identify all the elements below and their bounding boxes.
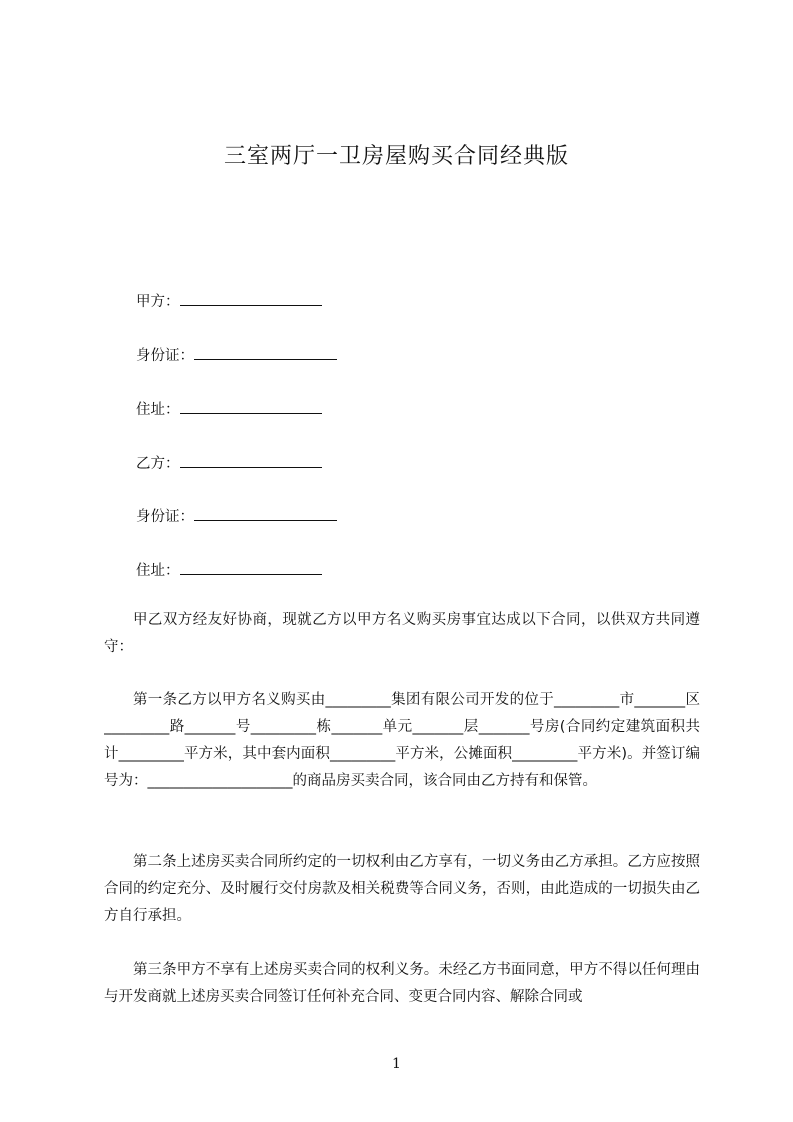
blank-line <box>194 506 337 521</box>
blank-line <box>180 560 322 575</box>
article-3-paragraph <box>104 957 700 1011</box>
paragraph-text: 第一条乙方以甲方名义购买由_________集团有限公司开发的位于_________市_______区_________路_______号_________栋_______单元_______层_______号房(合同约定建筑面积共计_________平方米，其中套内面积_________平方米，公摊面积_________平方米)。并签订编号为：____________________的商品房买卖合同，该合同由乙方持有和保管。 <box>104 692 700 789</box>
page-number: 1 <box>392 1056 401 1072</box>
article-1-paragraph <box>104 687 700 795</box>
paragraph-text: 第三条甲方不享有上述房买卖合同的权利义务。未经乙方书面同意，甲方不得以任何理由与开发商就上述房买卖合同签订任何补充合同、变更合同内容、解除合同或 <box>104 962 700 1005</box>
field-label: 住址： <box>136 563 180 579</box>
party-b-address-field <box>136 560 322 581</box>
paragraph-text: 第二条上述房买卖合同所约定的一切权利由乙方享有，一切义务由乙方承担。乙方应按照合同的约定充分、及时履行交付房款及相关税费等合同义务，否则，由此造成的一切损失由乙方自行承担。 <box>104 854 700 924</box>
article-2-paragraph <box>104 849 700 930</box>
field-label: 身份证： <box>136 509 194 525</box>
field-label: 甲方： <box>136 294 180 310</box>
blank-line <box>180 453 322 468</box>
document-title: 三室两厅一卫房屋购买合同经典版 <box>223 144 569 169</box>
party-a-id-field <box>136 345 337 366</box>
blank-line <box>180 291 322 306</box>
blank-line <box>194 345 337 360</box>
field-label: 身份证： <box>136 348 194 364</box>
party-b-field <box>136 453 322 474</box>
field-label: 住址： <box>136 402 180 418</box>
blank-line <box>180 399 322 414</box>
paragraph-text: 甲乙双方经友好协商，现就乙方以甲方名义购买房事宜达成以下合同，以供双方共同遵守： <box>104 612 700 655</box>
party-b-id-field <box>136 506 337 527</box>
field-label: 乙方： <box>136 456 180 472</box>
party-a-address-field <box>136 399 322 420</box>
party-a-field <box>136 291 322 312</box>
preamble-paragraph <box>104 607 700 661</box>
